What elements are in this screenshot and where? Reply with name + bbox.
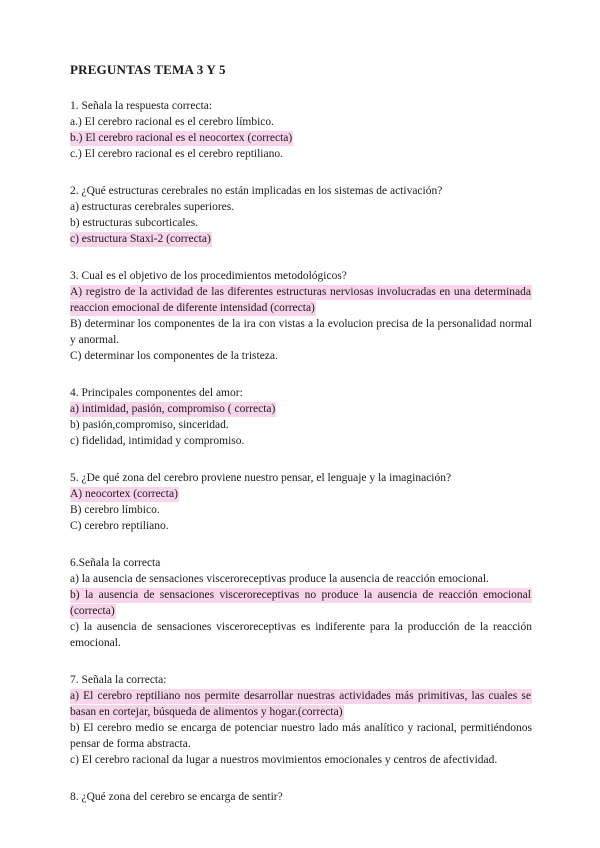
answer-option <box>70 401 532 417</box>
question-block <box>70 183 532 247</box>
answer-option <box>70 571 532 587</box>
answer-text: B) cerebro límbico. <box>70 504 160 516</box>
question-block <box>70 98 532 162</box>
question-text: 6.Señala la correcta <box>70 557 161 569</box>
answer-option <box>70 518 532 534</box>
question-text: 7. Señala la correcta: <box>70 674 167 686</box>
page-title: PREGUNTAS TEMA 3 Y 5 <box>70 62 226 77</box>
question-text: 1. Señala la respuesta correcta: <box>70 100 213 112</box>
answer-text: c) El cerebro racional da lugar a nuestros movimientos emocionales y centros de afectividad. <box>70 754 498 766</box>
questions-container <box>70 98 532 805</box>
answer-option <box>70 284 532 316</box>
question-block <box>70 385 532 449</box>
answer-option <box>70 486 532 502</box>
answer-option <box>70 502 532 518</box>
answer-option <box>70 348 532 364</box>
answer-option <box>70 720 532 752</box>
answer-option <box>70 688 532 720</box>
correct-answer-highlight: a) El cerebro reptiliano nos permite desarrollar nuestras actividades más primitivas, las cuales se basan en cortejar, búsqueda de alimentos y hogar.(correcta) <box>70 690 531 718</box>
answer-option <box>70 231 532 247</box>
answer-text: c.) El cerebro racional es el cerebro reptiliano. <box>70 148 283 160</box>
answer-text: b) El cerebro medio se encarga de potenciar nuestro lado más analítico y racional, permitiéndonos pensar de forma abstracta. <box>70 722 532 750</box>
correct-answer-highlight: A) neocortex (correcta) <box>70 488 178 500</box>
answer-text: b) pasión,compromiso, sinceridad. <box>70 419 229 431</box>
answer-text: b) estructuras subcorticales. <box>70 217 199 229</box>
question-block <box>70 789 532 805</box>
question-block <box>70 555 532 651</box>
answer-text: a) estructuras cerebrales superiores. <box>70 201 235 213</box>
answer-text: c) fidelidad, intimidad y compromiso. <box>70 435 245 447</box>
answer-text: a) la ausencia de sensaciones visceroreceptivas produce la ausencia de reacción emocional. <box>70 573 489 585</box>
answer-option <box>70 146 532 162</box>
question-text: 3. Cual es el objetivo de los procedimientos metodológicos? <box>70 270 347 282</box>
answer-option <box>70 587 532 619</box>
answer-text: B) determinar los componentes de la ira con vistas a la evolucion precisa de la personalidad normal y anormal. <box>70 318 532 346</box>
answer-option <box>70 417 532 433</box>
answer-text: C) determinar los componentes de la tristeza. <box>70 350 278 362</box>
answer-text: c) la ausencia de sensaciones visceroreceptivas es indiferente para la producción de la reacción emocional. <box>70 621 532 649</box>
question-text: 5. ¿De qué zona del cerebro proviene nuestro pensar, el lenguaje y la imaginación? <box>70 472 452 484</box>
question-text: 8. ¿Qué zona del cerebro se encarga de sentir? <box>70 791 283 803</box>
answer-option <box>70 433 532 449</box>
answer-option <box>70 215 532 231</box>
question-text: 2. ¿Qué estructuras cerebrales no están implicadas en los sistemas de activación? <box>70 185 443 197</box>
question-block <box>70 470 532 534</box>
answer-option <box>70 114 532 130</box>
answer-option <box>70 130 532 146</box>
answer-option <box>70 619 532 651</box>
correct-answer-highlight: b) la ausencia de sensaciones visceroreceptivas no produce la ausencia de reacción emocional (correcta) <box>70 589 531 617</box>
correct-answer-highlight: c) estructura Staxi-2 (correcta) <box>70 233 211 245</box>
correct-answer-highlight: a) intimidad, pasión, compromiso ( correcta) <box>70 403 276 415</box>
question-block <box>70 672 532 768</box>
question-text: 4. Principales componentes del amor: <box>70 387 243 399</box>
answer-option <box>70 199 532 215</box>
correct-answer-highlight: b.) El cerebro racional es el neocortex (correcta) <box>70 132 293 144</box>
answer-text: C) cerebro reptiliano. <box>70 520 169 532</box>
correct-answer-highlight: A) registro de la actividad de las diferentes estructuras nerviosas involucradas en una determinada reaccion emocional de diferente intensidad (correcta) <box>70 286 531 314</box>
answer-option <box>70 316 532 348</box>
answer-option <box>70 752 532 768</box>
answer-text: a.) El cerebro racional es el cerebro límbico. <box>70 116 275 128</box>
question-block <box>70 268 532 364</box>
